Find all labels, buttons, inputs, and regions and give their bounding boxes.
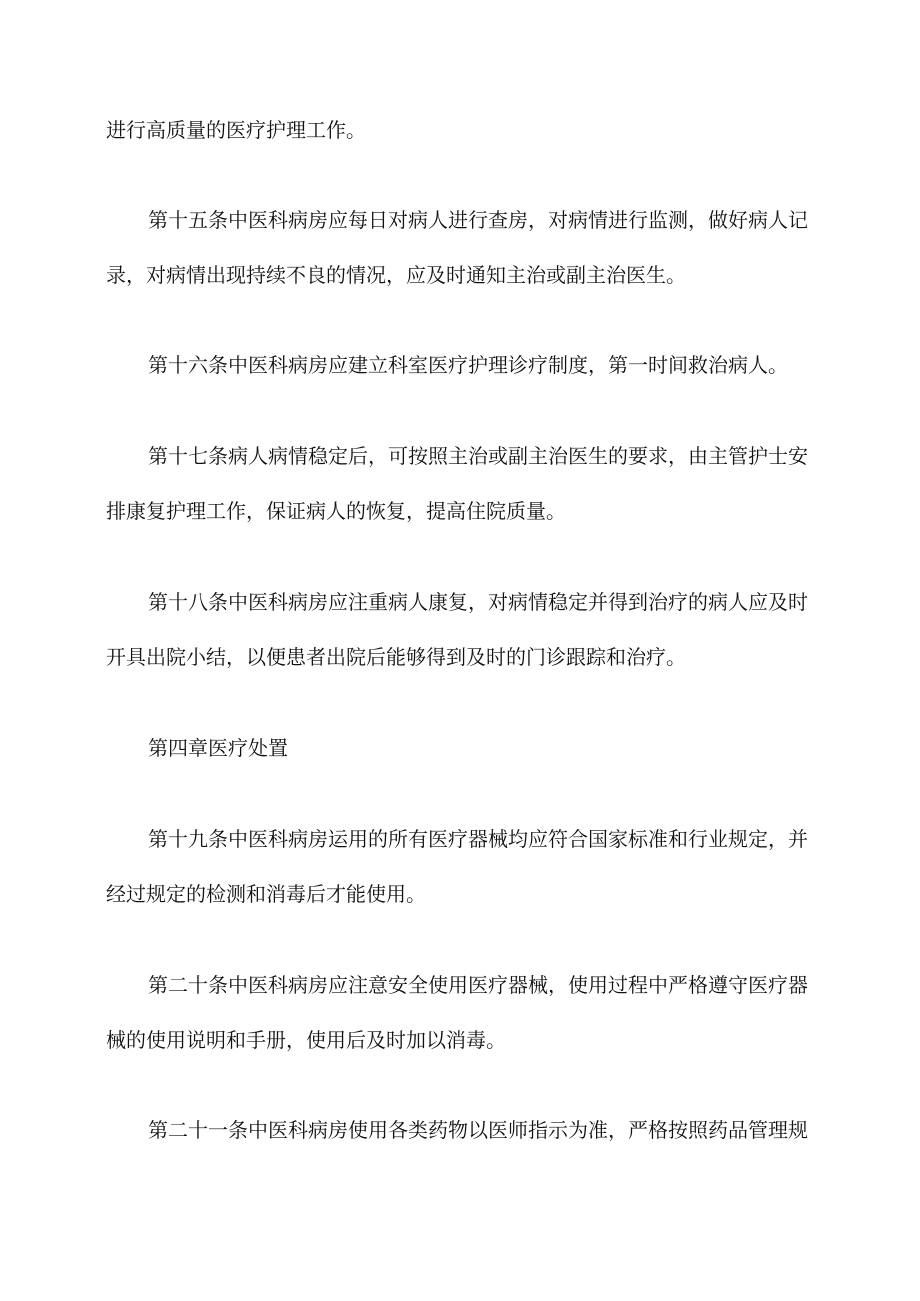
paragraph-line: 第十五条中医科病房应每日对病人进行查房，对病情进行监测，做好病人记 (148, 208, 808, 232)
text-line: 开具出院小结，以便患者出院后能够得到及时的门诊跟踪和治疗。 (106, 645, 686, 669)
paragraph-line: 第十八条中医科病房应注重病人康复，对病情稳定并得到治疗的病人应及时 (148, 590, 808, 614)
chapter-heading: 第四章医疗处置 (148, 736, 288, 760)
text-line: 械的使用说明和手册，使用后及时加以消毒。 (106, 1028, 506, 1052)
paragraph-line: 第二十一条中医科病房使用各类药物以医师指示为准，严格按照药品管理规 (148, 1118, 808, 1142)
paragraph-line: 第二十条中医科病房应注意安全使用医疗器械，使用过程中严格遵守医疗器 (148, 973, 808, 997)
paragraph-line: 第十七条病人病情稳定后，可按照主治或副主治医生的要求，由主管护士安 (148, 444, 808, 468)
paragraph-line: 第十六条中医科病房应建立科室医疗护理诊疗制度，第一时间救治病人。 (148, 353, 788, 377)
text-line: 排康复护理工作，保证病人的恢复，提高住院质量。 (106, 499, 566, 523)
paragraph-line: 第十九条中医科病房运用的所有医疗器械均应符合国家标准和行业规定，并 (148, 827, 808, 851)
text-line: 经过规定的检测和消毒后才能使用。 (106, 882, 426, 906)
text-line: 进行高质量的医疗护理工作。 (106, 118, 366, 142)
text-line: 录，对病情出现持续不良的情况，应及时通知主治或副主治医生。 (106, 263, 686, 287)
